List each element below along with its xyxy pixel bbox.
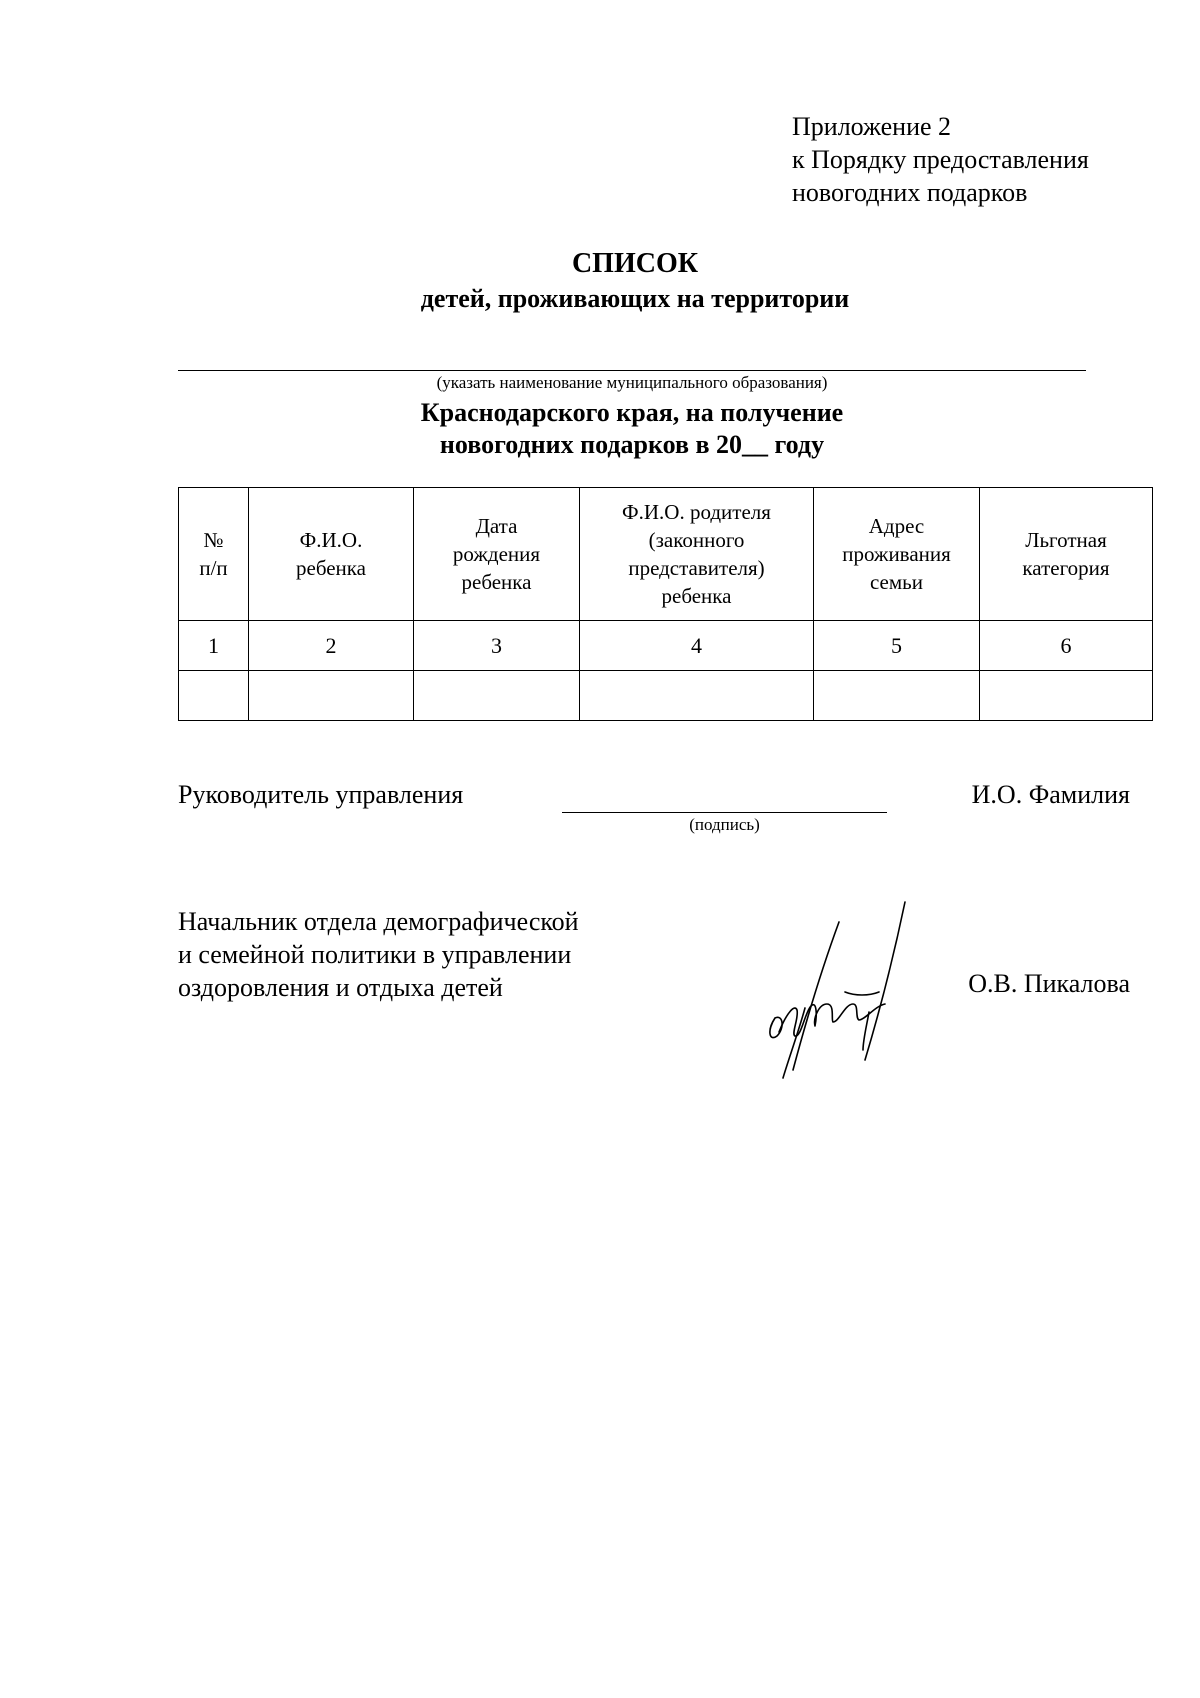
appendix-line-1: Приложение 2 <box>792 112 952 141</box>
header-birth-date: Дата рождения ребенка <box>414 488 580 621</box>
table-header-row <box>179 488 1153 621</box>
head-label: Руководитель управления <box>178 780 464 809</box>
empty-cell <box>179 671 249 721</box>
document-subtitle: детей, проживающих на территории <box>420 284 850 313</box>
empty-cell <box>249 671 414 721</box>
municipality-fill-line <box>178 370 1086 371</box>
column-number-cell: 4 <box>580 621 814 671</box>
handwritten-signature <box>745 900 925 1080</box>
header-child-name: Ф.И.О. ребенка <box>249 488 414 621</box>
head-name: И.О. Фамилия <box>971 780 1130 809</box>
table-column-numbers-row <box>179 621 1153 671</box>
signature-line <box>562 812 887 813</box>
column-number-cell: 6 <box>980 621 1153 671</box>
header-family-address: Адрес проживания семьи <box>814 488 980 621</box>
municipality-hint: (указать наименование муниципального образования) <box>436 373 828 392</box>
appendix-line-2: к Порядку предоставления <box>792 145 1089 174</box>
header-parent-name: Ф.И.О. родителя (законного представителя) ребенка <box>580 488 814 621</box>
header-number: № п/п <box>179 488 249 621</box>
column-number-cell: 2 <box>249 621 414 671</box>
column-number-cell: 5 <box>814 621 980 671</box>
chief-position-line-2: и семейной политики в управлении <box>178 940 572 969</box>
document-title: СПИСОК <box>571 248 699 279</box>
empty-cell <box>980 671 1153 721</box>
appendix-note <box>792 110 1089 209</box>
table-empty-row <box>179 671 1153 721</box>
title-continuation-1: Краснодарского края, на получение <box>420 398 844 427</box>
appendix-line-3: новогодних подарков <box>792 178 1028 207</box>
chief-name: О.В. Пикалова <box>968 969 1130 998</box>
empty-cell <box>814 671 980 721</box>
title-continuation-2: новогодних подарков в 20__ году <box>439 430 825 459</box>
chief-position-line-1: Начальник отдела демографической <box>178 907 579 936</box>
header-benefit-category: Льготная категория <box>980 488 1153 621</box>
column-number-cell: 3 <box>414 621 580 671</box>
chief-position <box>178 905 579 1004</box>
chief-position-line-3: оздоровления и отдыха детей <box>178 973 503 1002</box>
children-list-table <box>178 487 1153 721</box>
column-number-cell: 1 <box>179 621 249 671</box>
empty-cell <box>414 671 580 721</box>
empty-cell <box>580 671 814 721</box>
signature-caption: (подпись) <box>689 815 760 834</box>
